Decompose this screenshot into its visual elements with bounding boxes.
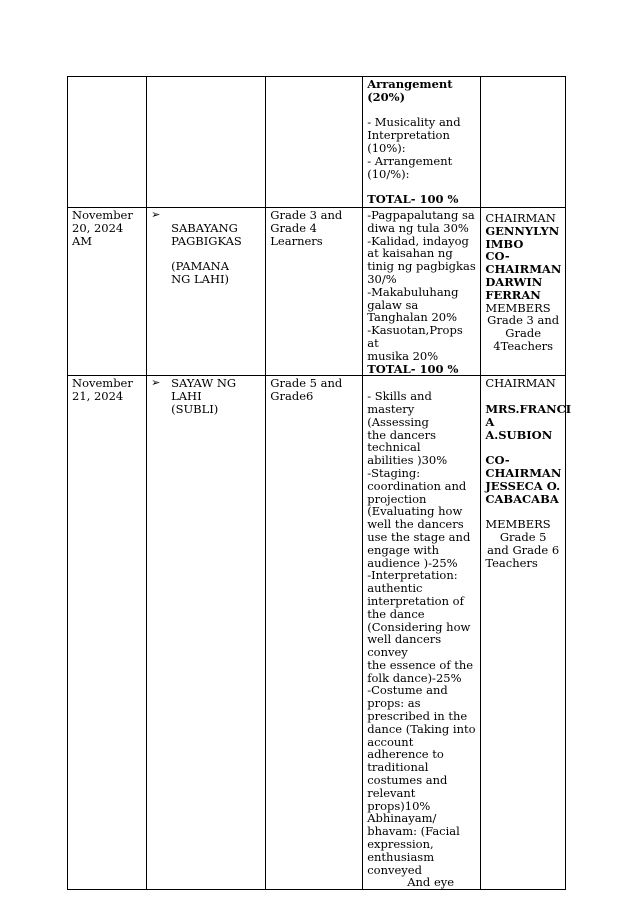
criteria-line: -Costume and: [367, 683, 448, 698]
activity-text: (SUBLI): [171, 401, 219, 416]
criteria-line: use the stage and: [367, 529, 471, 544]
participants-text: Grade6: [270, 389, 314, 404]
members-text: and Grade 6: [487, 542, 560, 557]
participants-cell: [266, 208, 363, 376]
criteria-cell: [363, 376, 481, 890]
criteria-line: -Staging:: [367, 465, 421, 480]
criteria-line: well the dancers: [367, 517, 464, 532]
date-text: AM: [72, 233, 93, 248]
members-text: Teachers: [485, 555, 538, 570]
arrow-bullet-icon: ➢: [151, 376, 161, 390]
table-row: [68, 208, 566, 376]
members-text: Grade 3 and: [487, 313, 560, 328]
co-chairman-label: CHAIRMAN: [485, 465, 562, 480]
members-label: MEMBERS: [485, 300, 551, 315]
criteria-line: traditional: [367, 760, 429, 775]
table-row: [68, 77, 566, 208]
participants-text: Grade 4: [270, 220, 317, 235]
criteria-line: diwa ng tula 30%: [367, 220, 469, 235]
date-cell: [68, 376, 147, 890]
criteria-heading: Arrangement: [367, 77, 453, 91]
activity-cell: [147, 376, 266, 890]
criteria-heading: (20%): [367, 89, 406, 104]
criteria-line: tinig ng pagbigkas: [367, 259, 476, 274]
activity-cell: [147, 208, 266, 376]
chairman-label: CHAIRMAN: [485, 376, 556, 391]
criteria-line: enthusiasm: [367, 849, 435, 864]
criteria-line: audience )-25%: [367, 555, 458, 570]
criteria-line: interpretation of: [367, 593, 464, 608]
criteria-line: galaw sa: [367, 297, 419, 312]
participants-text: Learners: [270, 233, 323, 248]
criteria-line: mastery (Assessing: [367, 401, 429, 429]
criteria-total: TOTAL- 100 %: [367, 361, 459, 376]
criteria-line: expression,: [367, 837, 434, 852]
members-label: MEMBERS: [485, 517, 551, 532]
criteria-line: (10%):: [367, 140, 406, 155]
members-text: Grade: [505, 326, 542, 341]
chairman-name: GENNYLYN: [485, 223, 560, 238]
date-cell: [68, 77, 147, 208]
criteria-line: Tanghalan 20%: [367, 310, 458, 325]
criteria-line: projection: [367, 491, 427, 506]
criteria-line: technical: [367, 440, 421, 455]
date-text: November: [72, 376, 133, 391]
participants-cell: [266, 77, 363, 208]
criteria-line: conveyed: [367, 862, 422, 877]
co-chairman-name: CABACABA: [485, 491, 559, 506]
criteria-cell: [363, 77, 481, 208]
members-text: Grade 5: [499, 529, 547, 544]
criteria-line: engage with: [367, 542, 440, 557]
chairman-name: A A.SUBION: [485, 414, 553, 442]
criteria-line: costumes and: [367, 773, 448, 788]
activity-text: NG LAHI): [171, 271, 229, 286]
criteria-line: at kaisahan ng: [367, 246, 453, 261]
activity-text: (PAMANA: [171, 259, 230, 274]
activity-cell: [147, 77, 266, 208]
criteria-cell: [363, 208, 481, 376]
criteria-line: the dancers: [367, 427, 436, 442]
criteria-line: -Interpretation:: [367, 568, 458, 583]
participants-text: Grade 3 and: [270, 208, 343, 222]
committee-cell: [481, 77, 566, 208]
co-chairman-label: CO-: [485, 453, 510, 468]
co-chairman-label: CO-: [485, 249, 510, 264]
participants-text: Grade 5 and: [270, 376, 343, 391]
criteria-line: the dance: [367, 606, 425, 621]
criteria-line: the essence of the: [367, 657, 474, 672]
participants-cell: [266, 376, 363, 890]
members-text: 4Teachers: [493, 338, 554, 353]
criteria-line: musika 20%: [367, 348, 439, 363]
criteria-line: well dancers convey: [367, 632, 442, 660]
schedule-table: [67, 76, 572, 890]
criteria-line: Interpretation: [367, 128, 450, 143]
criteria-line: -Pagpapalutang sa: [367, 208, 475, 222]
criteria-line: Abhinayam/: [367, 811, 437, 826]
co-chairman-name: JESSECA O.: [485, 478, 561, 493]
criteria-total: TOTAL- 100 %: [367, 192, 459, 207]
criteria-line: 30/%: [367, 271, 397, 286]
criteria-line: authentic: [367, 581, 423, 596]
date-text: 21, 2024: [72, 389, 124, 404]
criteria-line: bhavam: (Facial: [367, 824, 460, 839]
criteria-line: coordination and: [367, 478, 467, 493]
co-chairman-name: FERRAN: [485, 287, 541, 302]
activity-text: SABAYANG: [171, 220, 238, 235]
committee-cell: [481, 376, 572, 890]
arrow-bullet-icon: ➢: [151, 208, 161, 221]
criteria-line: - Musicality and: [367, 115, 461, 130]
criteria-line: account: [367, 734, 414, 749]
criteria-line: -Kalidad, indayog: [367, 233, 469, 248]
criteria-line: dance (Taking into: [367, 721, 476, 736]
criteria-line: adherence to: [367, 747, 444, 762]
criteria-line: (Evaluating how: [367, 504, 463, 519]
criteria-line: -Kasuotan,Props at: [367, 323, 463, 350]
criteria-line: prescribed in the: [367, 709, 468, 724]
criteria-line: folk dance)-25%: [367, 670, 462, 685]
criteria-line: - Arrangement: [367, 153, 453, 168]
date-cell: [68, 208, 147, 376]
committee-cell: [481, 208, 566, 376]
chairman-name: MRS.FRANCI: [485, 401, 572, 416]
co-chairman-name: DARWIN: [485, 274, 543, 289]
chairman-name: IMBO: [485, 236, 524, 251]
criteria-line: (10/%):: [367, 166, 410, 181]
date-text: 20, 2024: [72, 220, 124, 235]
co-chairman-label: CHAIRMAN: [485, 262, 562, 277]
criteria-line: And eye: [407, 875, 455, 890]
criteria-line: relevant props)10%: [367, 785, 431, 813]
criteria-line: - Skills and: [367, 389, 432, 404]
activity-text: SAYAW NG: [171, 376, 237, 391]
chairman-label: CHAIRMAN: [485, 211, 556, 225]
activity-text: PAGBIGKAS: [171, 233, 242, 248]
table-row: [68, 376, 566, 890]
criteria-line: (Considering how: [367, 619, 471, 634]
criteria-line: abilities )30%: [367, 453, 448, 468]
criteria-line: -Makabuluhang: [367, 284, 459, 299]
criteria-line: props: as: [367, 696, 421, 711]
date-text: November: [72, 208, 133, 222]
activity-text: LAHI: [171, 389, 202, 404]
